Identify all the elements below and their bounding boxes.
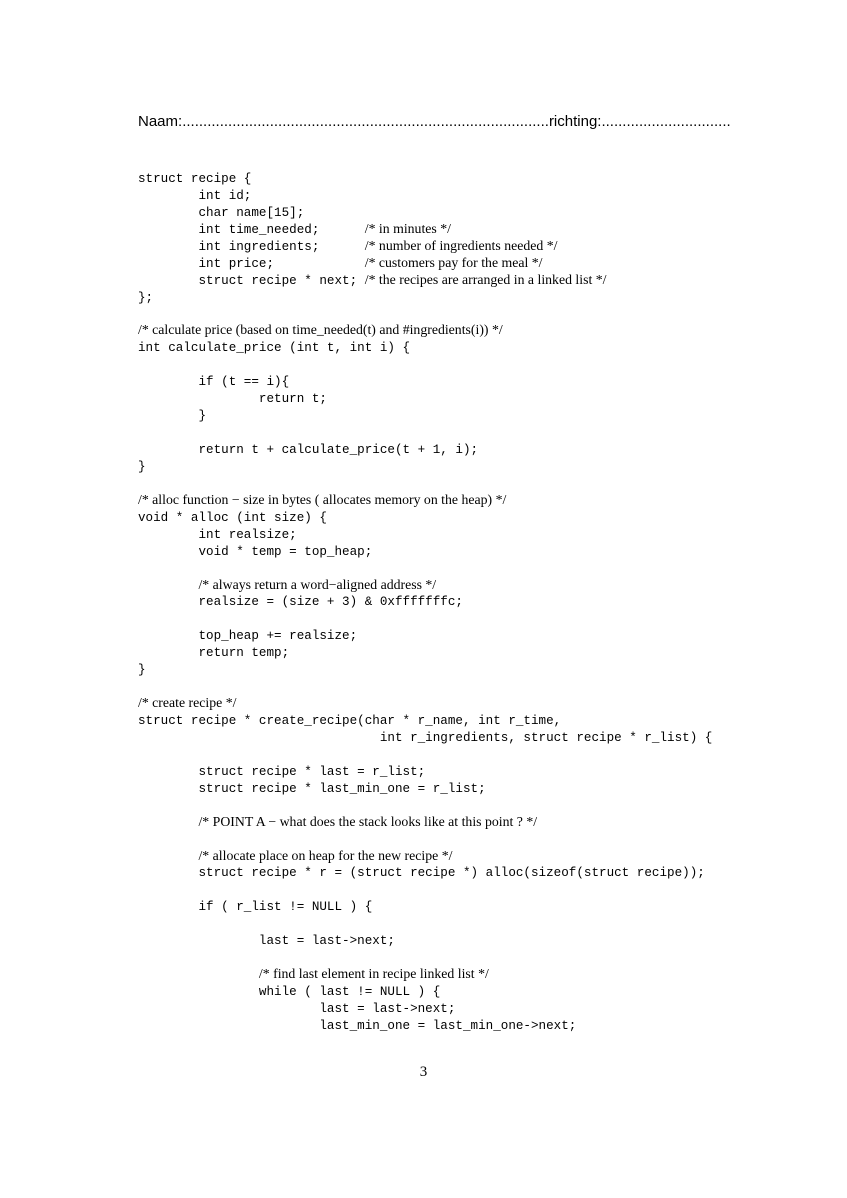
code-line <box>138 966 712 983</box>
code-comment: /* number of ingredients needed */ <box>364 237 558 253</box>
code-text: return t; <box>138 392 327 407</box>
code-line <box>138 983 712 1000</box>
code-text: top_heap += realsize; <box>138 629 358 644</box>
code-line <box>138 593 712 610</box>
code-comment: /* always return a word−aligned address */ <box>198 576 437 592</box>
code-comment: /* allocate place on heap for the new recipe */ <box>198 847 453 863</box>
direction-blank: ............................... <box>601 113 731 130</box>
code-line <box>138 272 712 289</box>
code-line <box>138 915 712 932</box>
code-text: struct recipe * last = r_list; <box>138 764 426 779</box>
code-text: last = last->next; <box>138 934 395 949</box>
direction-label: richting: <box>548 113 602 130</box>
code-comment: /* calculate price (based on time_needed(t) and #ingredients(i)) */ <box>138 322 503 338</box>
code-line <box>138 661 712 678</box>
code-comment: /* alloc function − size in bytes ( allocates memory on the heap) */ <box>138 491 507 507</box>
code-line <box>138 221 712 238</box>
code-line <box>138 644 712 661</box>
code-comment: /* POINT A − what does the stack looks like at this point ? */ <box>198 813 538 829</box>
code-text: return t + calculate_price(t + 1, i); <box>138 443 479 457</box>
code-line <box>138 204 712 221</box>
code-text: struct recipe * create_recipe(char * r_name, int r_time, <box>138 714 562 728</box>
code-line <box>138 390 712 407</box>
code-text: void * alloc (int size) { <box>138 510 327 525</box>
code-text: if (t == i){ <box>138 375 290 390</box>
code-text: struct recipe * r = (struct recipe *) alloc(sizeof(struct recipe)); <box>138 866 705 881</box>
code-line <box>138 187 712 204</box>
code-line <box>138 238 712 255</box>
code-comment: /* customers pay for the meal */ <box>364 254 543 270</box>
code-line <box>138 678 712 695</box>
code-line <box>138 932 712 949</box>
code-line <box>138 627 712 644</box>
code-line <box>138 424 712 441</box>
code-line <box>138 864 712 881</box>
code-text <box>138 579 198 593</box>
code-comment: /* the recipes are arranged in a linked list */ <box>364 271 607 287</box>
code-line <box>138 509 712 526</box>
code-line <box>138 458 712 475</box>
code-line <box>138 577 712 594</box>
code-listing <box>138 170 712 1034</box>
code-text: if ( r_list != NULL ) { <box>138 900 373 915</box>
code-line <box>138 729 712 746</box>
code-line <box>138 610 712 627</box>
code-line <box>138 492 712 509</box>
code-text: return temp; <box>138 646 290 661</box>
code-line <box>138 560 712 577</box>
code-line <box>138 814 712 831</box>
code-text: last_min_one = last_min_one->next; <box>138 1018 577 1033</box>
code-line <box>138 1000 712 1017</box>
code-line <box>138 1017 712 1034</box>
code-line <box>138 780 712 797</box>
code-text <box>138 968 259 982</box>
code-line <box>138 712 712 729</box>
code-line <box>138 441 712 458</box>
code-text: }; <box>138 290 154 305</box>
code-text: while ( last != NULL ) { <box>138 985 441 999</box>
code-line <box>138 407 712 424</box>
code-line <box>138 475 712 492</box>
code-text: } <box>138 459 146 474</box>
code-text <box>138 816 198 830</box>
code-line <box>138 831 712 848</box>
code-line <box>138 526 712 543</box>
page-number: 3 <box>419 1064 428 1080</box>
code-text: int ingredients; <box>138 239 365 254</box>
code-text: int price; <box>138 256 365 271</box>
code-text: last = last->next; <box>138 1001 456 1016</box>
code-text: struct recipe * next; <box>138 273 365 288</box>
code-text: int calculate_price (int t, int i) { <box>138 341 411 356</box>
code-line <box>138 170 712 187</box>
code-text: int r_ingredients, struct recipe * r_list) { <box>138 730 713 745</box>
code-comment: /* in minutes */ <box>364 220 451 236</box>
code-text: int time_needed; <box>138 222 365 237</box>
code-line <box>138 373 712 390</box>
code-text: char name[15]; <box>138 205 305 220</box>
code-line <box>138 695 712 712</box>
code-text: struct recipe { <box>138 172 252 186</box>
code-text: void * temp = top_heap; <box>138 544 373 559</box>
code-line <box>138 763 712 780</box>
code-line <box>138 848 712 865</box>
code-line <box>138 797 712 814</box>
code-text: realsize = (size + 3) & 0xfffffffc; <box>138 595 463 610</box>
code-line <box>138 543 712 560</box>
code-line <box>138 881 712 898</box>
code-text: } <box>138 409 207 424</box>
exam-header <box>138 113 738 130</box>
code-line <box>138 949 712 966</box>
code-line <box>138 898 712 915</box>
code-line <box>138 255 712 272</box>
name-label: Naam: <box>138 113 183 130</box>
code-text: } <box>138 663 146 678</box>
name-blank: ........................................................................................ <box>182 113 549 130</box>
code-line <box>138 339 712 356</box>
code-line <box>138 746 712 763</box>
code-line <box>138 322 712 339</box>
code-text: int id; <box>138 188 252 203</box>
code-line <box>138 306 712 323</box>
code-comment: /* find last element in recipe linked list */ <box>258 966 489 982</box>
code-line <box>138 356 712 373</box>
code-text: struct recipe * last_min_one = r_list; <box>138 781 486 796</box>
code-text <box>138 850 198 864</box>
code-comment: /* create recipe */ <box>138 695 237 711</box>
code-text: int realsize; <box>138 527 297 542</box>
code-line <box>138 289 712 306</box>
